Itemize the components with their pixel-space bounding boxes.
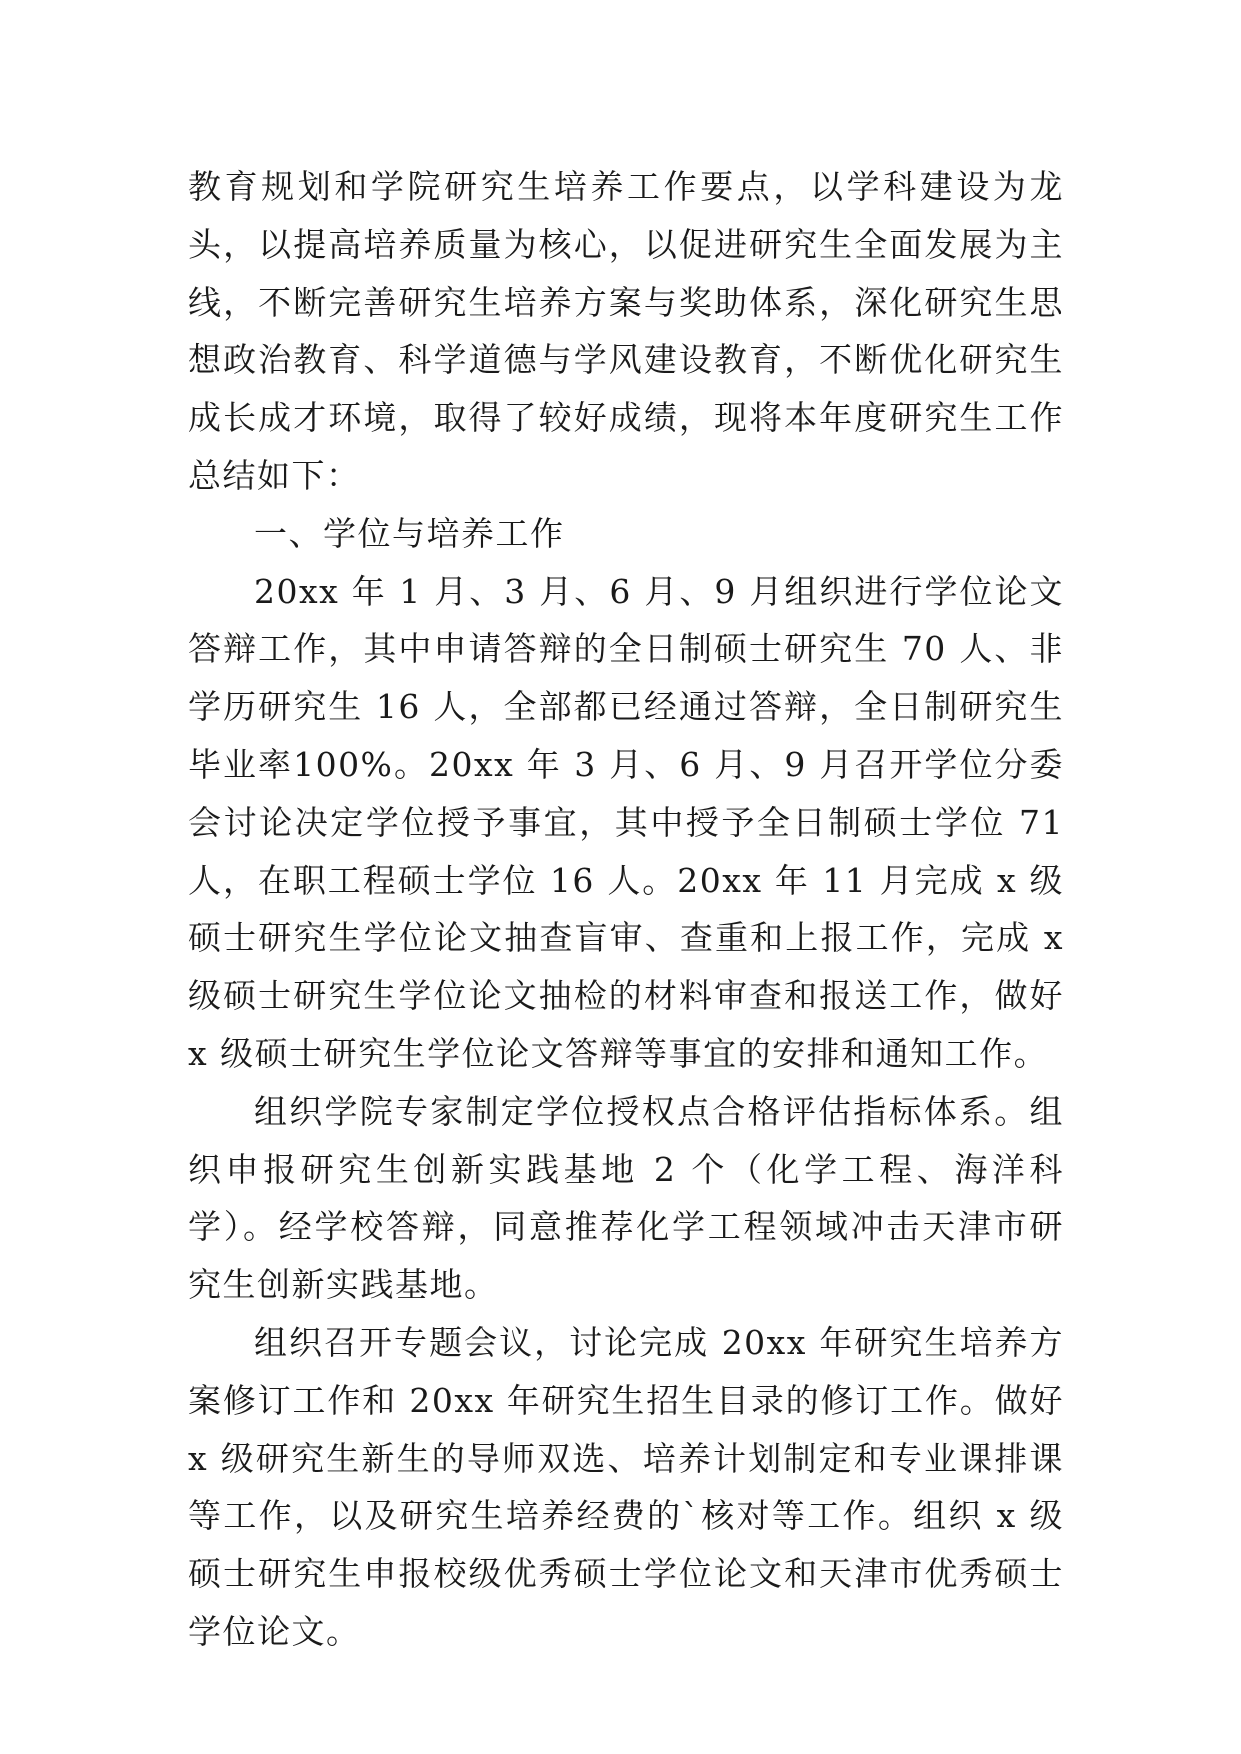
- paragraph-defense: 20xx 年 1 月、3 月、6 月、9 月组织进行学位论文答辩工作，其中申请答辩的全日制硕士研究生 70 人、非学历研究生 16 人，全部都已经通过答辩，全日制研究生毕业率100%。20xx 年 3 月、6 月、9 月召开学位分委会讨论决定学位授予事宜，其中授予全日制硕士学位 71 人，在职工程硕士学位 16 人。20xx 年 11 月完成 x 级硕士研究生学位论文抽查盲审、查重和上报工作，完成 x 级硕士研究生学位论文抽检的材料审查和报送工作，做好 x 级硕士研究生学位论文答辩等事宜的安排和通知工作。: [188, 571, 1064, 1073]
- paragraph-meeting: 组织召开专题会议，讨论完成 20xx 年研究生培养方案修订工作和 20xx 年研究生招生目录的修订工作。做好 x 级研究生新生的导师双选、培养计划制定和专业课排课等工作，以及研究生培养经费的`核对等工作。组织 x 级硕士研究生申报校级优秀硕士学位论文和天津市优秀硕士学位论文。: [188, 1322, 1064, 1651]
- paragraph-evaluation: 组织学院专家制定学位授权点合格评估指标体系。组织申报研究生创新实践基地 2 个（化学工程、海洋科学）。经学校答辩，同意推荐化学工程领域冲击天津市研究生创新实践基地。: [188, 1091, 1064, 1305]
- paragraph-intro: 教育规划和学院研究生培养工作要点，以学科建设为龙头，以提高培养质量为核心，以促进研究生全面发展为主线，不断完善研究生培养方案与奖助体系，深化研究生思想政治教育、科学道德与学风建设教育，不断优化研究生成长成才环境，取得了较好成绩，现将本年度研究生工作总结如下：: [188, 167, 1064, 495]
- section-heading: 一、学位与培养工作: [254, 513, 565, 553]
- document-body: [188, 158, 1064, 1661]
